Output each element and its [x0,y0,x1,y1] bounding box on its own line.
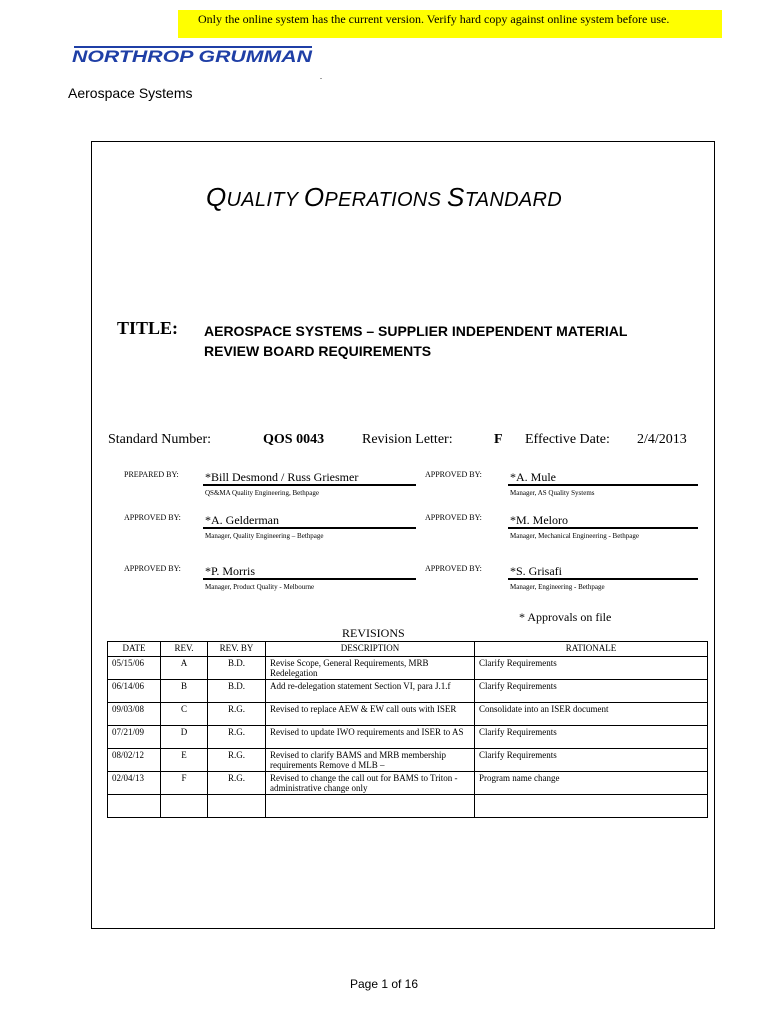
signature-role: Manager, AS Quality Systems [510,489,595,497]
signature-name: *M. Meloro [510,513,568,527]
table-cell: Add re-delegation statement Section VI, para J.1.f [266,680,475,703]
effective-date-label: Effective Date: [525,432,610,447]
table-cell: Clarify Requirements [475,749,708,772]
document-type-title: QUALITY OPERATIONS STANDARD [206,182,562,212]
table-cell: E [161,749,208,772]
signature-role: Manager, Quality Engineering – Bethpage [205,532,324,540]
signature-label: APPROVED BY: [425,470,482,479]
table-cell: 09/03/08 [108,703,161,726]
table-cell: B [161,680,208,703]
table-cell: Revised to update IWO requirements and ISER to AS [266,726,475,749]
table-cell: C [161,703,208,726]
svg-text:NORTHROP GRUMMAN: NORTHROP GRUMMAN [72,47,313,66]
revisions-table [107,641,708,818]
table-row [108,772,708,795]
table-cell: R.G. [208,749,266,772]
table-cell: B.D. [208,680,266,703]
signature-line [203,484,416,486]
signature-label: APPROVED BY: [425,564,482,573]
table-cell: Clarify Requirements [475,726,708,749]
table-cell: 08/02/12 [108,749,161,772]
table-cell: Revise Scope, General Requirements, MRB Redelegation [266,657,475,680]
signature-line [508,527,698,529]
document-title: AEROSPACE SYSTEMS – SUPPLIER INDEPENDENT MATERIAL REVIEW BOARD REQUIREMENTS [204,323,628,359]
table-cell [475,795,708,818]
table-row [108,703,708,726]
table-cell: 02/04/13 [108,772,161,795]
table-cell: R.G. [208,703,266,726]
standard-number-label: Standard Number: [108,432,212,447]
signature-line [203,578,416,580]
revisions-heading: REVISIONS [342,626,405,640]
signature-label: APPROVED BY: [124,564,181,573]
table-cell [266,795,475,818]
column-header: DATE [108,642,161,657]
table-cell: D [161,726,208,749]
table-cell: R.G. [208,726,266,749]
signature-name: *S. Grisafi [510,564,562,578]
table-row [108,795,708,818]
signature-label: APPROVED BY: [425,513,482,522]
signature-name: *P. Morris [205,564,256,578]
signature-name: *A. Mule [510,470,556,484]
table-cell [208,795,266,818]
table-cell: Revised to clarify BAMS and MRB membership requirements Remove d MLB – [266,749,475,772]
table-row [108,680,708,703]
signature-role: Manager, Mechanical Engineering - Bethpage [510,532,639,540]
page-number: Page 1 of 16 [349,977,419,991]
table-cell: 06/14/06 [108,680,161,703]
signature-role: Manager, Engineering - Bethpage [510,583,605,591]
signature-role: QS&MA Quality Engineering, Bethpage [205,489,319,497]
table-row [108,657,708,680]
table-cell: R.G. [208,772,266,795]
table-cell: A [161,657,208,680]
signature-line [508,484,698,486]
column-header: RATIONALE [475,642,708,657]
column-header: REV. BY [208,642,266,657]
table-cell: Clarify Requirements [475,657,708,680]
signature-name: *A. Gelderman [205,513,279,527]
effective-date: 2/4/2013 [637,432,687,447]
signature-line [203,527,416,529]
column-header: REV. [161,642,208,657]
approvals-note: * Approvals on file [519,610,612,624]
table-cell: Clarify Requirements [475,680,708,703]
title-label: TITLE: [117,318,179,338]
table-row [108,749,708,772]
table-cell: Revised to change the call out for BAMS to Triton - administrative change only [266,772,475,795]
table-cell: Revised to replace AEW & EW call outs with ISER [266,703,475,726]
standard-number: QOS 0043 [263,432,325,447]
revision-letter-label: Revision Letter: [362,432,453,447]
signature-label: APPROVED BY: [124,513,181,522]
table-cell [161,795,208,818]
table-header-row [108,642,708,657]
header-mark: . [320,72,322,81]
table-cell: B.D. [208,657,266,680]
table-cell: 05/15/06 [108,657,161,680]
table-cell: F [161,772,208,795]
division-name: Aerospace Systems [68,85,193,101]
column-header: DESCRIPTION [266,642,475,657]
table-cell [108,795,161,818]
signature-name: *Bill Desmond / Russ Griesmer [205,470,359,484]
table-row [108,726,708,749]
table-cell: Program name change [475,772,708,795]
signature-line [508,578,698,580]
signature-role: Manager, Product Quality - Melbourne [205,583,315,591]
table-cell: Consolidate into an ISER document [475,703,708,726]
northrop-grumman-logo [68,44,318,66]
table-cell: 07/21/09 [108,726,161,749]
revision-letter: F [494,432,503,447]
version-warning-banner: Only the online system has the current version. Verify hard copy against online system before use. [178,10,722,38]
signature-label: PREPARED BY: [124,470,179,479]
